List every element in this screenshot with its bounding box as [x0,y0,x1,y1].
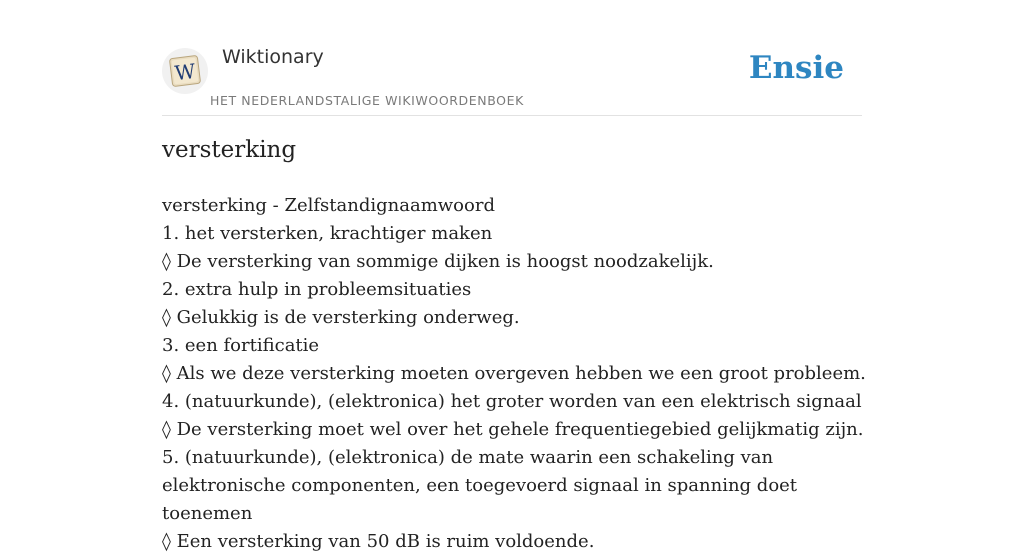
example-1: ◊ De versterking van sommige dijken is hoogst noodzakelijk. [162,251,714,272]
example-4: ◊ De versterking moet wel over het gehele frequentiegebied gelijkmatig zijn. [162,419,864,440]
definition-2: 2. extra hulp in probleemsituaties [162,279,472,300]
entry-body [162,192,866,556]
site-subtitle: HET NEDERLANDSTALIGE WIKIWOORDENBOEK [210,93,524,108]
ensie-brand-link[interactable]: Ensie [748,50,844,86]
example-2: ◊ Gelukkig is de versterking onderweg. [162,307,520,328]
entry-title: versterking [162,137,297,163]
example-5: ◊ Een versterking van 50 dB is ruim voldoende. [162,531,595,552]
logo-letter: W [173,58,197,86]
wiktionary-logo[interactable] [162,48,208,94]
definition-1: 1. het versterken, krachtiger maken [162,223,493,244]
definition-4: 4. (natuurkunde), (elektronica) het groter worden van een elektrisch signaal [162,391,862,412]
definition-5: 5. (natuurkunde), (elektronica) de mate waarin een schakeling van elektronische componenten, een toegevoerd signaal in spanning doet toenemen [162,447,798,524]
site-name[interactable]: Wiktionary [222,46,324,68]
definition-3: 3. een fortificatie [162,335,320,356]
example-3: ◊ Als we deze versterking moeten overgeven hebben we een groot probleem. [162,363,866,384]
header [162,44,862,116]
entry-heading: versterking - Zelfstandignaamwoord [162,195,495,216]
wiktionary-tile-icon [168,54,202,88]
